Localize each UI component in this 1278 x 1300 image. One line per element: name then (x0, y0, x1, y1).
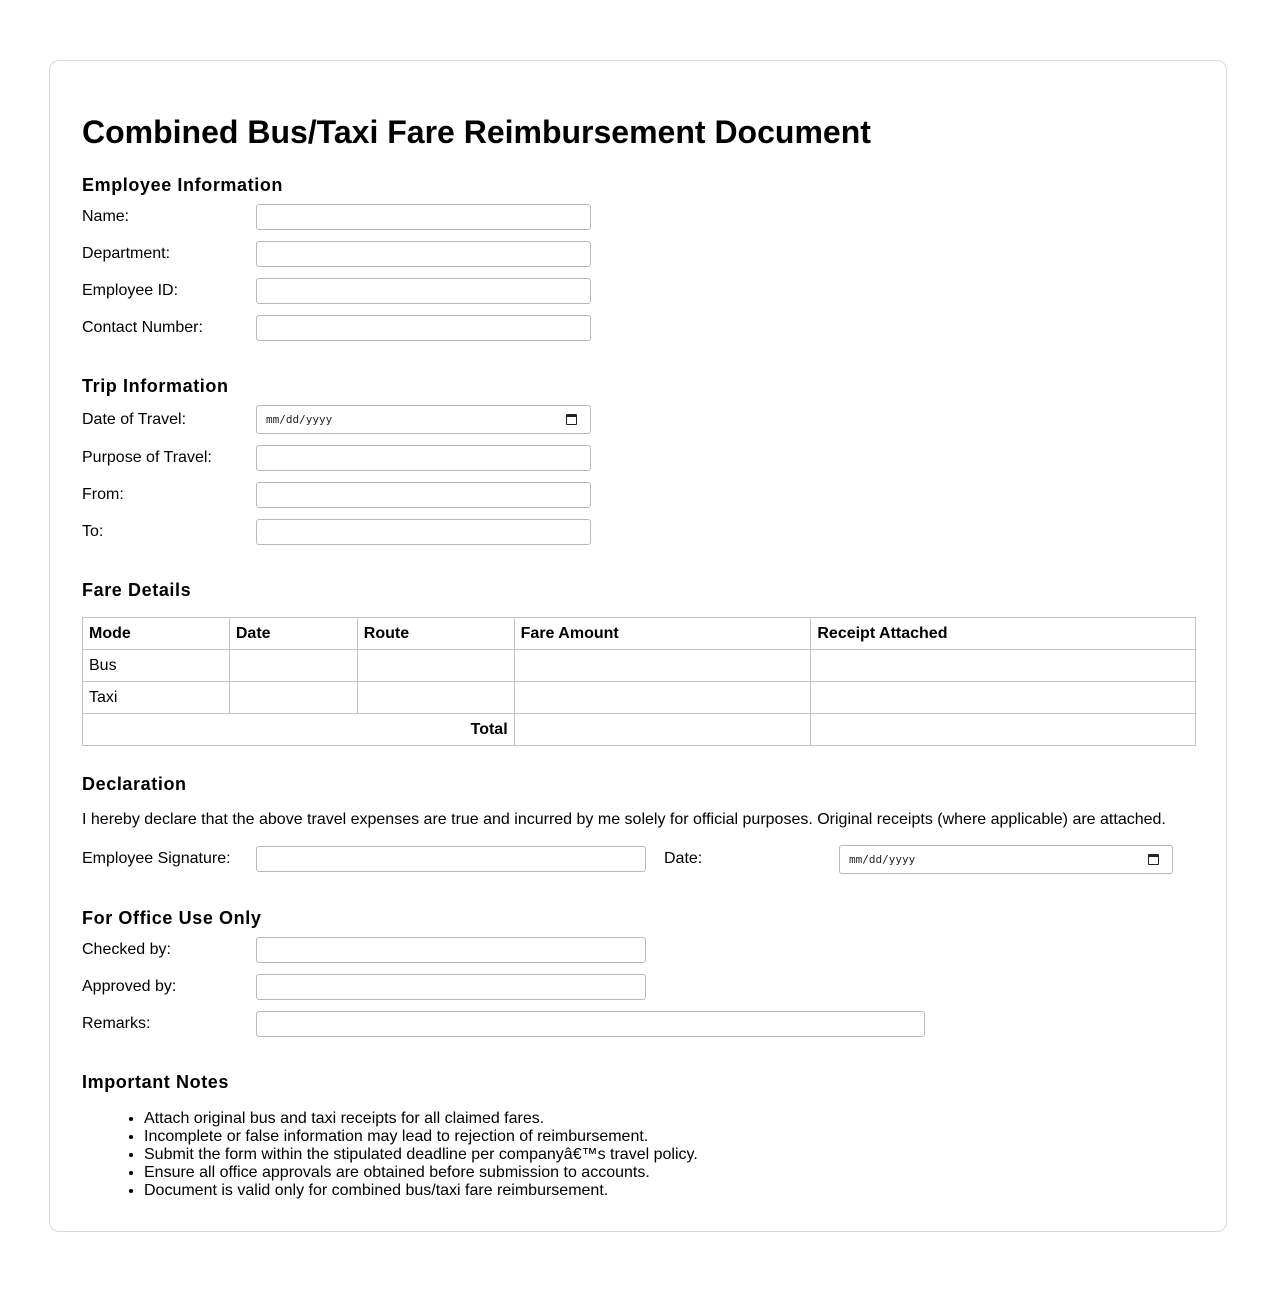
to-label: To: (82, 523, 104, 540)
column-header-fare-amount: Fare Amount (514, 618, 811, 650)
route-cell[interactable] (357, 682, 514, 714)
date-of-travel-input[interactable] (256, 405, 591, 434)
name-label: Name: (82, 208, 130, 225)
column-header-receipt-attached: Receipt Attached (811, 618, 1196, 650)
department-input[interactable] (256, 241, 591, 267)
purpose-input[interactable] (256, 445, 591, 471)
fare-table-header (83, 618, 1196, 650)
office-use-heading: For Office Use Only (82, 908, 262, 928)
remarks-label: Remarks: (82, 1015, 151, 1032)
calendar-icon[interactable] (566, 414, 577, 425)
fare-details-heading: Fare Details (82, 580, 192, 600)
name-input[interactable] (256, 204, 591, 230)
remarks-input[interactable] (256, 1011, 925, 1037)
notes-list (82, 1110, 698, 1200)
total-label: Total (83, 714, 515, 746)
route-cell[interactable] (357, 650, 514, 682)
date-cell[interactable] (229, 682, 357, 714)
employee-signature-label: Employee Signature: (82, 850, 231, 867)
date-of-travel-label: Date of Travel: (82, 411, 187, 428)
department-label: Department: (82, 245, 171, 262)
table-row (83, 650, 1196, 682)
declaration-date-label: Date: (664, 850, 703, 867)
checked-by-input[interactable] (256, 937, 646, 963)
from-input[interactable] (256, 482, 591, 508)
receipt-attached-cell[interactable] (811, 650, 1196, 682)
table-row (83, 682, 1196, 714)
approved-by-input[interactable] (256, 974, 646, 1000)
declaration-heading: Declaration (82, 774, 187, 794)
employee-info-heading: Employee Information (82, 175, 284, 195)
contact-number-input[interactable] (256, 315, 591, 341)
fare-amount-cell[interactable] (514, 650, 811, 682)
document-card (49, 60, 1227, 1232)
from-label: From: (82, 486, 124, 503)
list-item: • Ensure all office approvals are obtained before submission to accounts. (144, 1164, 698, 1182)
date-of-travel-placeholder: mm/dd/yyyy (266, 413, 333, 426)
list-item: • Attach original bus and taxi receipts for all claimed fares. (144, 1110, 698, 1128)
list-item: • Submit the form within the stipulated deadline per companyâ€™s travel policy. (144, 1146, 698, 1164)
declaration-text: I hereby declare that the above travel expenses are true and incurred by me solely for official purposes. Original receipts (where applicable) are attached. (82, 811, 1166, 828)
total-row (83, 714, 1196, 746)
declaration-date-input[interactable] (839, 845, 1173, 874)
mode-cell: Bus (83, 650, 230, 682)
employee-id-label: Employee ID: (82, 282, 179, 299)
total-receipt-cell[interactable] (811, 714, 1196, 746)
employee-id-input[interactable] (256, 278, 591, 304)
important-notes-heading: Important Notes (82, 1072, 230, 1092)
document-title: Combined Bus/Taxi Fare Reimbursement Document (82, 114, 871, 150)
trip-info-heading: Trip Information (82, 376, 229, 396)
employee-signature-input[interactable] (256, 846, 646, 872)
checked-by-label: Checked by: (82, 941, 171, 958)
column-header-mode: Mode (83, 618, 230, 650)
contact-number-label: Contact Number: (82, 319, 203, 336)
declaration-date-placeholder: mm/dd/yyyy (849, 853, 916, 866)
fare-table (82, 617, 1196, 746)
approved-by-label: Approved by: (82, 978, 177, 995)
date-cell[interactable] (229, 650, 357, 682)
purpose-label: Purpose of Travel: (82, 449, 212, 466)
receipt-attached-cell[interactable] (811, 682, 1196, 714)
fare-amount-cell[interactable] (514, 682, 811, 714)
calendar-icon[interactable] (1148, 854, 1159, 865)
mode-cell: Taxi (83, 682, 230, 714)
list-item: • Document is valid only for combined bus/taxi fare reimbursement. (144, 1182, 698, 1200)
column-header-route: Route (357, 618, 514, 650)
total-fare-amount-cell[interactable] (514, 714, 811, 746)
list-item: • Incomplete or false information may lead to rejection of reimbursement. (144, 1128, 698, 1146)
to-input[interactable] (256, 519, 591, 545)
column-header-date: Date (229, 618, 357, 650)
